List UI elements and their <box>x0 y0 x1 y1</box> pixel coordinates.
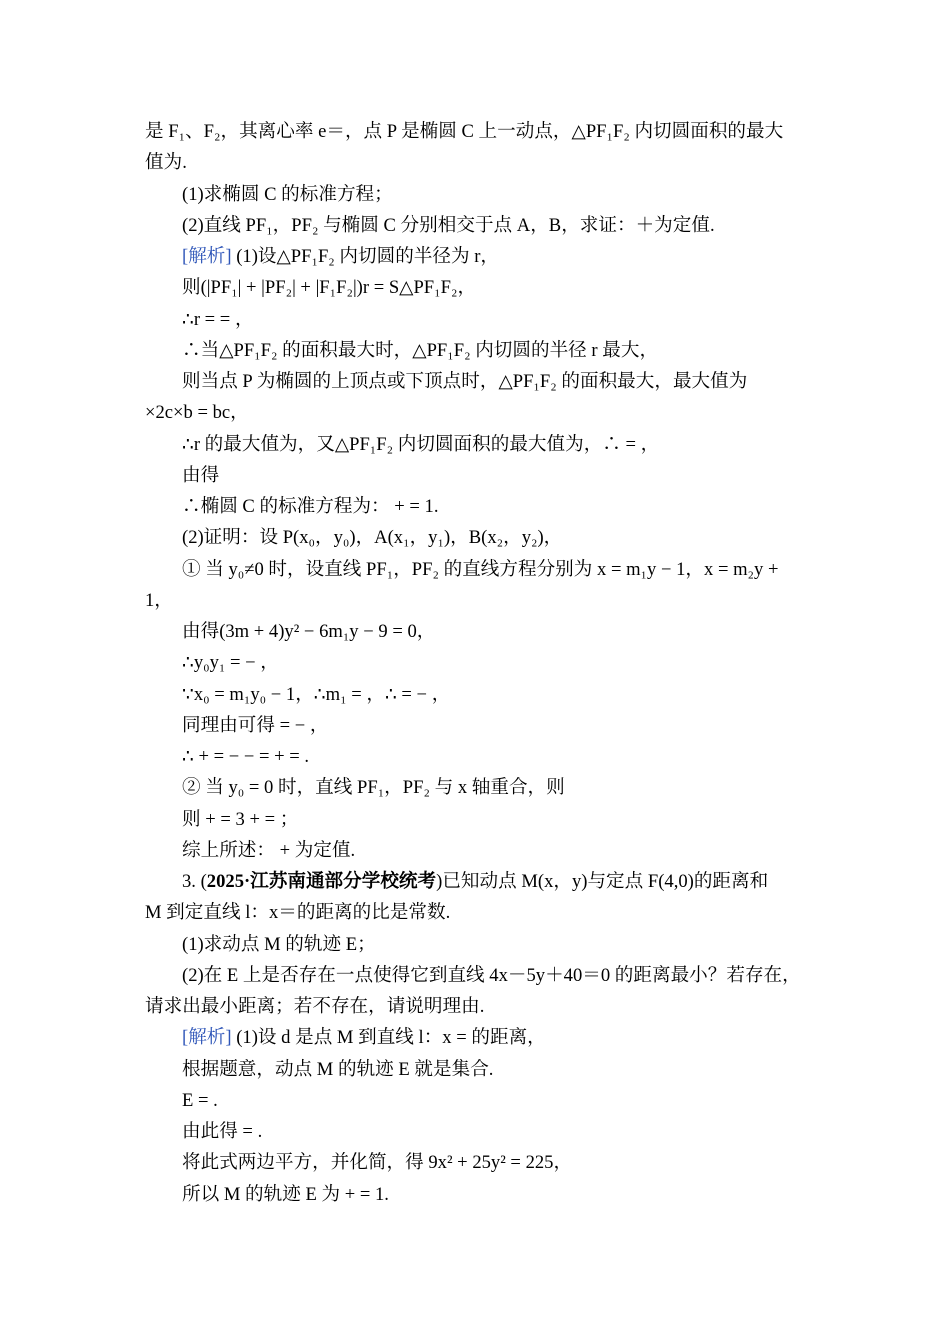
line-text: 由得(3m + 4)y² − 6m₁y − 9 = 0， <box>182 621 436 642</box>
line-text: E = . <box>182 1089 218 1111</box>
text-line <box>182 306 820 334</box>
line-text: 综上所述： + 为定值. <box>182 839 356 861</box>
text-line <box>182 368 820 396</box>
line-text: 请求出最小距离；若不存在，请说明理由. <box>145 996 485 1017</box>
line-text: (1)求动点 M 的轨迹 E； <box>182 933 376 955</box>
line-text: 由得 <box>182 464 220 486</box>
line-text: ∴当△PF₁F₂ 的面积最大时，△PF₁F₂ 内切圆的半径 r 最大， <box>182 339 659 361</box>
text-line <box>182 493 820 521</box>
text-line <box>182 1024 820 1052</box>
text-line <box>182 337 820 365</box>
line-text: (2)在 E 上是否存在一点使得它到直线 4x－5y＋40＝0 的距离最小？若存在， <box>182 964 801 986</box>
line-text: (2)直线 PF₁，PF₂ 与椭圆 C 分别相交于点 A，B，求证：＋为定值. <box>182 214 715 236</box>
text-line <box>182 649 820 677</box>
analysis-tag: [解析] <box>182 246 232 267</box>
text-line <box>182 868 820 896</box>
text-line <box>145 149 820 177</box>
text-line <box>145 993 820 1021</box>
text-line <box>182 524 820 552</box>
line-text: 是 F₁、F₂，其离心率 e＝，点 P 是椭圆 C 上一动点，△PF₁F₂ 内切圆面积的最大 <box>145 121 784 142</box>
line-text: )已知动点 M(x，y)与定点 F(4,0)的距离和 <box>436 871 769 892</box>
text-line <box>182 1056 820 1084</box>
text-line <box>182 1181 820 1209</box>
text-line <box>182 212 820 240</box>
text-line <box>182 462 820 490</box>
line-text: 1， <box>145 589 173 611</box>
text-line <box>182 837 820 865</box>
line-text: ② 当 y₀ = 0 时，直线 PF₁，PF₂ 与 x 轴重合，则 <box>182 777 565 799</box>
line-text: ∴r = = ， <box>182 308 254 330</box>
text-line <box>182 962 820 990</box>
line-text: ∴ + = − − = + = . <box>182 746 310 767</box>
problem-number: 3. ( <box>182 871 207 892</box>
line-text: (2)证明：设 P(x₀，y₀)，A(x₁，y₁)，B(x₂，y₂)， <box>182 527 563 549</box>
text-line <box>182 1149 820 1177</box>
source-label: 2025·江苏南通部分学校统考 <box>206 871 437 892</box>
line-text: M 到定直线 l：x＝的距离的比是常数. <box>145 902 451 924</box>
line-text: ① 当 y₀≠0 时，设直线 PF₁，PF₂ 的直线方程分别为 x = m₁y − 1，x = m₂y + <box>182 558 779 580</box>
line-text: (1)求椭圆 C 的标准方程； <box>182 183 393 205</box>
text-line <box>145 399 820 427</box>
line-text: ×2c×b = bc， <box>145 402 249 424</box>
line-text: 所以 M 的轨迹 E 为 + = 1. <box>182 1183 389 1205</box>
text-line <box>182 556 820 584</box>
text-line <box>145 587 820 615</box>
line-text: ∴y₀y₁ = − ， <box>182 652 279 674</box>
line-text: 则当点 P 为椭圆的上顶点或下顶点时，△PF₁F₂ 的面积最大，最大值为 <box>182 371 748 392</box>
line-text: (1)设△PF₁F₂ 内切圆的半径为 r， <box>231 246 500 267</box>
text-line <box>182 681 820 709</box>
line-text: 则(|PF₁| + |PF₂| + |F₁F₂|)r = S△PF₁F₂， <box>182 277 477 299</box>
text-line <box>182 774 820 802</box>
text-line <box>182 743 820 771</box>
line-text: ∴椭圆 C 的标准方程为： + = 1. <box>182 496 439 517</box>
text-line <box>145 899 820 927</box>
line-text: 根据题意，动点 M 的轨迹 E 就是集合. <box>182 1058 494 1080</box>
text-line <box>182 712 820 740</box>
text-line <box>182 1087 820 1115</box>
line-text: 则 + = 3 + = ； <box>182 808 299 830</box>
text-line <box>182 181 820 209</box>
text-line <box>182 931 820 959</box>
text-line <box>182 274 820 302</box>
line-text: ∵x₀ = m₁y₀ − 1，∴m₁ = ，∴ = − ， <box>182 683 451 705</box>
line-text: (1)设 d 是点 M 到直线 l：x = 的距离， <box>231 1027 546 1049</box>
text-line <box>182 431 820 459</box>
text-line <box>182 618 820 646</box>
line-text: 将此式两边平方，并化简，得 9x² + 25y² = 225， <box>182 1152 573 1174</box>
text-line <box>145 118 820 146</box>
text-line <box>182 1118 820 1146</box>
text-line <box>182 243 820 271</box>
line-text: 值为. <box>145 152 187 174</box>
line-text: ∴r 的最大值为，又△PF₁F₂ 内切圆面积的最大值为，∴ = ， <box>182 433 660 455</box>
line-text: 由此得 = . <box>182 1121 263 1142</box>
text-line <box>182 806 820 834</box>
analysis-tag: [解析] <box>182 1027 232 1049</box>
line-text: 同理由可得 = − ， <box>182 714 329 736</box>
